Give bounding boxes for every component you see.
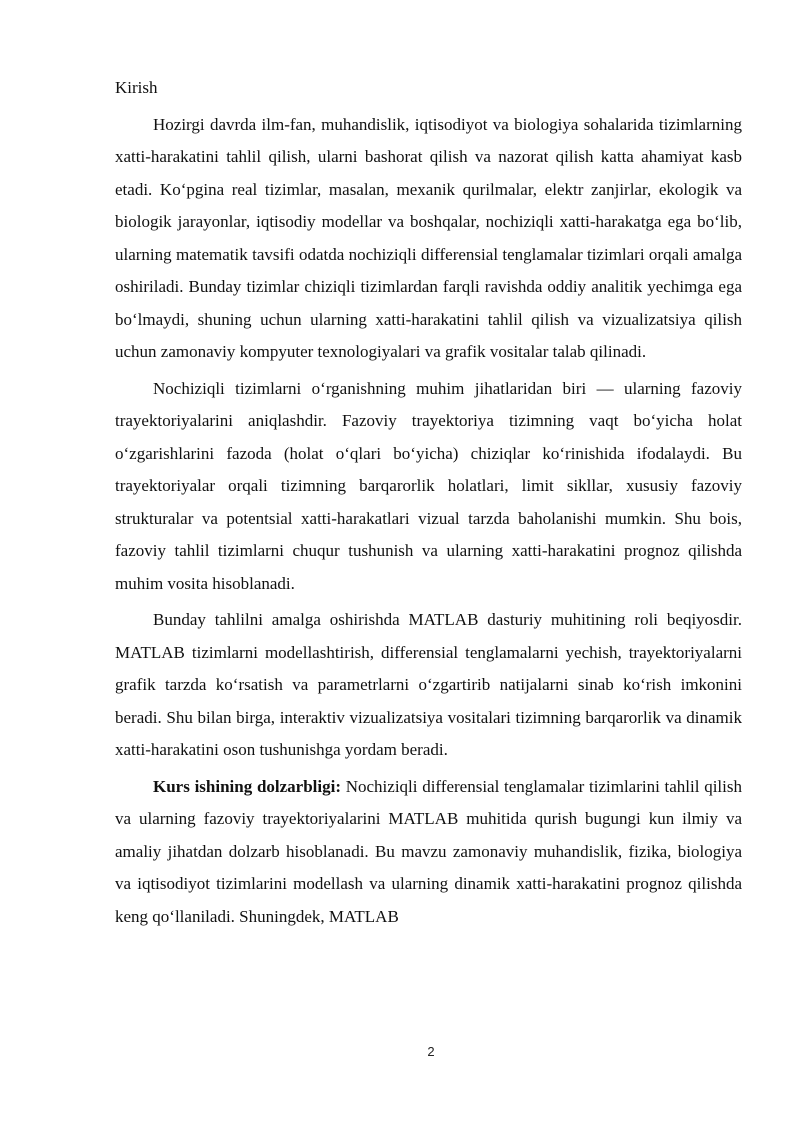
paragraph-text: Nochiziqli differensial tenglamalar tizimlarini tahlil qilish va ularning fazoviy trayektoriyalarini MATLAB muhitida qurish bugungi kun ilmiy va amaliy jihatdan dolzarb hisoblanadi. Bu mavzu zamonaviy muhandislik, fizika, biologiya va iqtisodiyot tizimlarini modellash va ularning dinamik xatti-harakatini prognoz qilishda keng qoʻllaniladi. Shuningdek, MATLAB bbox=[115, 776, 742, 926]
paragraph-relevance bbox=[115, 771, 742, 934]
paragraph-text: Hozirgi davrda ilm-fan, muhandislik, iqtisodiyot va biologiya sohalarida tizimlarning xatti-harakatini tahlil qilish, ularni bashorat qilish va nazorat qilish katta ahamiyat kasb etadi. Koʻpgina real tizimlar, masalan, mexanik qurilmalar, elektr zanjirlar, ekologik va biologik jarayonlar, iqtisodiy modellar va boshqalar, nochiziqli xatti-harakatga ega boʻlib, ularning matematik tavsifi odatda nochiziqli differensial tenglamalar tizimlari orqali amalga oshiriladi. Bunday tizimlar chiziqli tizimlardan farqli ravishda oddiy analitik yechimga ega boʻlmaydi, shuning uchun ularning xatti-harakatini tahlil qilish va vizualizatsiya qilish uchun zamonaviy kompyuter texnologiyalari va grafik vositalar talab qilinadi. bbox=[115, 114, 742, 361]
section-heading: Kirish bbox=[115, 78, 158, 97]
page-number: 2 bbox=[427, 1044, 435, 1059]
page-body bbox=[115, 72, 742, 937]
paragraph-matlab-role bbox=[115, 604, 742, 767]
paragraph-introduction bbox=[115, 109, 742, 369]
paragraph-text: Bunday tahlilni amalga oshirishda MATLAB dasturiy muhitining roli beqiyosdir. MATLAB tizimlarni modellashtirish, differensial tenglamalarni yechish, trayektoriyalarni grafik tarzda koʻrsatish va parametrlarni oʻzgartirib natijalarni sinab koʻrish imkonini beradi. Shu bilan birga, interaktiv vizualizatsiya vositalari tizimning barqarorlik va dinamik xatti-harakatini oson tushunishga yordam beradi. bbox=[115, 610, 742, 759]
paragraph-trajectories bbox=[115, 373, 742, 601]
paragraph-text: Nochiziqli tizimlarni oʻrganishning muhim jihatlaridan biri — ularning fazoviy trayektoriyalarini aniqlashdir. Fazoviy trayektoriya tizimning vaqt boʻyicha holat oʻzgarishlarini fazoda (holat oʻqlari boʻyicha) chiziqlar koʻrinishida ifodalaydi. Bu trayektoriyalar orqali tizimning barqarorlik holatlari, limit sikllar, xususiy fazoviy strukturalar va potentsial xatti-harakatlari vizual tarzda baholanishi mumkin. Shu bois, fazoviy tahlil tizimlarni chuqur tushunish va ularning xatti-harakatini prognoz qilishda muhim vosita hisoblanadi. bbox=[115, 378, 742, 593]
paragraph-lead-bold: Kurs ishining dolzarbligi: bbox=[153, 776, 341, 796]
